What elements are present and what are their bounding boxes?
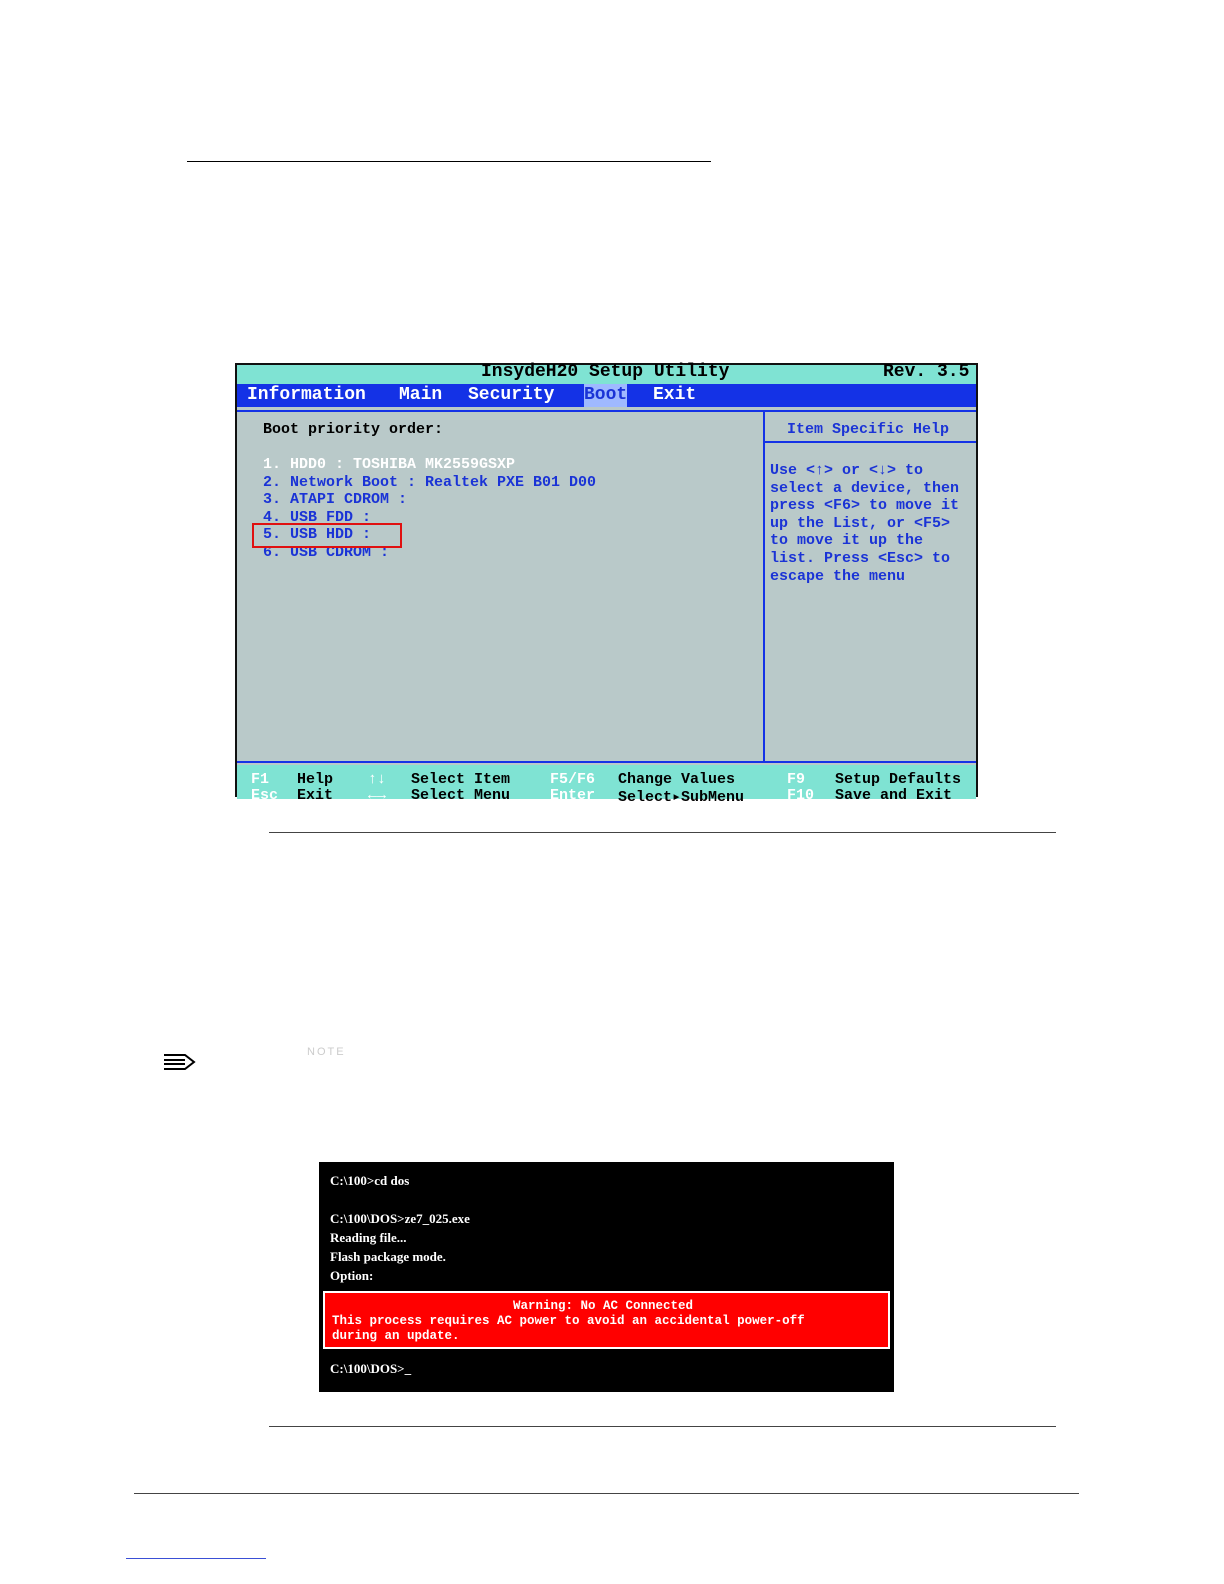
footer-key: ↑↓ bbox=[368, 771, 387, 788]
boot-item-atapi-cdrom[interactable]: 3. ATAPI CDROM : bbox=[263, 491, 408, 508]
footer-key: Esc bbox=[251, 787, 279, 804]
menu-information[interactable]: Information bbox=[247, 385, 366, 405]
bios-bottom-divider bbox=[237, 761, 976, 763]
boot-item-network[interactable]: 2. Network Boot : Realtek PXE B01 D00 bbox=[263, 474, 597, 491]
boot-priority-heading: Boot priority order: bbox=[263, 421, 444, 438]
footer-action: Setup Defaults bbox=[835, 771, 962, 788]
bios-footer bbox=[237, 765, 976, 806]
footer-action: Help bbox=[297, 771, 334, 788]
dos-flash-screenshot bbox=[319, 1162, 894, 1392]
note-pencil-icon bbox=[163, 1053, 197, 1071]
footer-link-underline[interactable] bbox=[126, 1558, 266, 1559]
footer-key: F5/F6 bbox=[550, 771, 596, 788]
footer-action: Save and Exit bbox=[835, 787, 953, 804]
dos-line: Option: bbox=[330, 1268, 374, 1283]
help-title: Item Specific Help bbox=[787, 421, 950, 438]
footer-action: Select Menu bbox=[411, 787, 511, 804]
boot-item-usb-fdd[interactable]: 4. USB FDD : bbox=[263, 509, 372, 526]
ac-warning-box bbox=[323, 1291, 890, 1349]
dos-line: C:\100>cd dos bbox=[330, 1173, 410, 1188]
bios-menu-bar bbox=[237, 384, 976, 407]
footer-action: Select Item bbox=[411, 771, 511, 788]
bios-setup-screenshot bbox=[235, 362, 978, 806]
help-line: up the List, or <F5> bbox=[770, 515, 951, 532]
note-label: NOTE bbox=[307, 1046, 346, 1058]
dos-line: C:\100\DOS>ze7_025.exe bbox=[330, 1211, 470, 1226]
dos-line: Flash package mode. bbox=[330, 1249, 446, 1264]
warning-line: This process requires AC power to avoid an accidental power-off bbox=[332, 1314, 805, 1328]
bios-title: InsydeH20 Setup Utility bbox=[481, 362, 730, 382]
menu-boot[interactable]: Boot bbox=[584, 385, 628, 405]
bios-revision: Rev. 3.5 bbox=[883, 362, 970, 382]
footer-key: ←→ bbox=[368, 787, 387, 804]
footer-action: Select▸SubMenu bbox=[618, 789, 745, 806]
boot-item-usb-hdd[interactable]: 5. USB HDD : bbox=[263, 526, 372, 543]
menu-exit[interactable]: Exit bbox=[653, 385, 697, 405]
footer-action: Change Values bbox=[618, 771, 736, 788]
boot-item-usb-cdrom[interactable]: 6. USB CDROM : bbox=[263, 544, 390, 561]
dos-line: Reading file... bbox=[330, 1230, 407, 1245]
footer-key: F1 bbox=[251, 771, 270, 788]
bios-panel-divider bbox=[763, 410, 765, 762]
help-line: Use <↑> or <↓> to bbox=[770, 462, 924, 479]
help-line: press <F6> to move it bbox=[770, 497, 960, 514]
dos-prompt: C:\100\DOS>_ bbox=[330, 1361, 412, 1376]
help-line: list. Press <Esc> to bbox=[770, 550, 951, 567]
footer-key: Enter bbox=[550, 787, 596, 804]
warning-line: during an update. bbox=[332, 1329, 460, 1343]
warning-title: Warning: No AC Connected bbox=[513, 1299, 694, 1313]
section-rule bbox=[269, 1426, 1056, 1427]
heading-rule bbox=[187, 161, 711, 162]
bios-top-divider bbox=[237, 410, 976, 412]
section-rule bbox=[269, 832, 1056, 833]
footer-key: F10 bbox=[787, 787, 815, 804]
menu-security[interactable]: Security bbox=[468, 385, 555, 405]
footer-action: Exit bbox=[297, 787, 334, 804]
menu-main[interactable]: Main bbox=[399, 385, 443, 405]
bios-title-bar bbox=[237, 362, 976, 384]
help-title-divider bbox=[765, 441, 976, 443]
help-line: escape the menu bbox=[770, 568, 906, 585]
usb-hdd-highlight-box bbox=[252, 523, 402, 548]
boot-item-hdd0[interactable]: 1. HDD0 : TOSHIBA MK2559GSXP bbox=[263, 456, 516, 473]
footer-key: F9 bbox=[787, 771, 806, 788]
help-line: select a device, then bbox=[770, 480, 960, 497]
footer-rule bbox=[134, 1493, 1079, 1494]
help-line: to move it up the bbox=[770, 532, 924, 549]
